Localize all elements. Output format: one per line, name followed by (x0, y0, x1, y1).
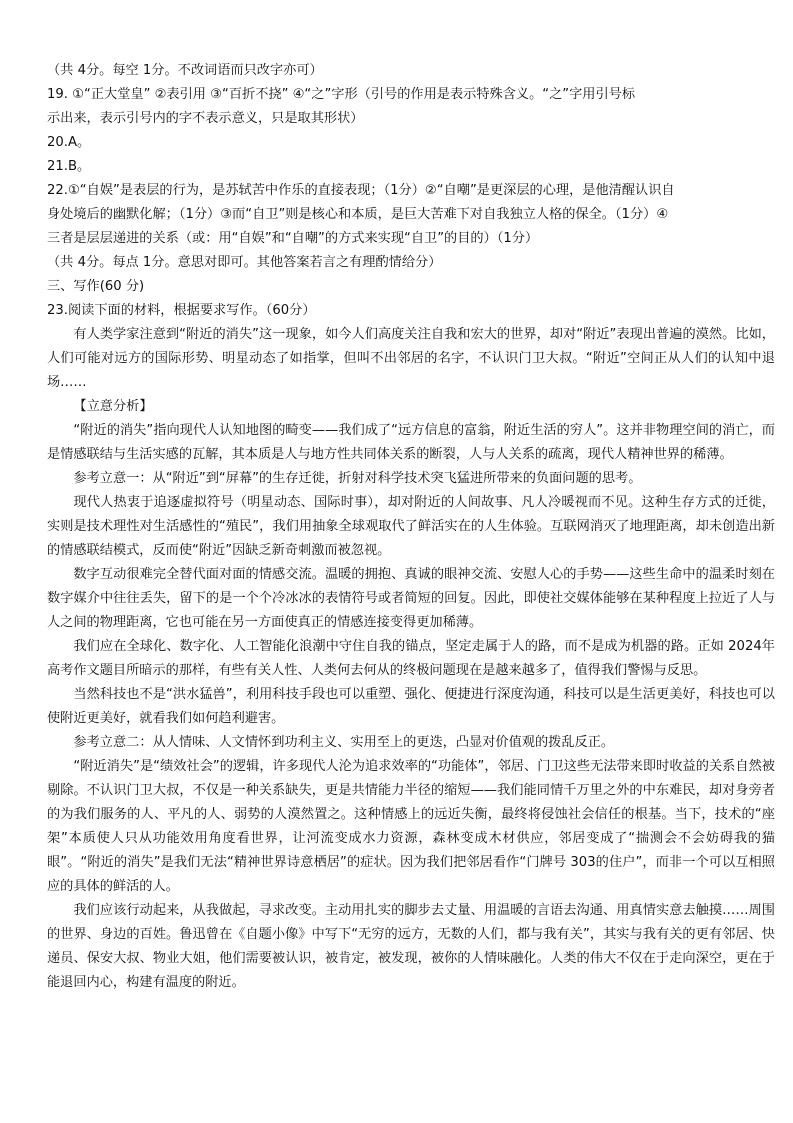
analysis-heading: 【立意分析】 (73, 399, 153, 414)
q20-answer: 20.A。 (47, 135, 91, 150)
q22-answer-line1: 22.①“自娱”是表层的行为，是苏轼苦中作乐的直接表现；（1分）②“自嘲”是更深层的心理，是他清醒认识自 (47, 183, 675, 198)
thesis-one-paragraph-4: 当然科技也不是“洪水猛兽”，利用科技手段也可以重塑、强化、便捷进行深度沟通，科技可以是生活更美好，科技也可以使附近更美好，就看我们如何趋利避害。 (47, 687, 775, 726)
q22-answer-line3: 三者是层层递进的关系（或：用“自娱”和“自嘲”的方式来实现“自卫”的目的）（1分） (47, 231, 539, 246)
q22-answer-line2: 身处境后的幽默化解；（1分）③而“自卫”则是核心和本质，是巨大苦难下对自我独立人格的保全。（1分）④ (47, 207, 669, 222)
thesis-one-paragraph-1: 现代人热衷于追逐虚拟符号（明星动态、国际时事），却对附近的人间故事、凡人冷暖视而不见。这种生存方式的迁徙，实则是技术理性对生活感性的“殖民”，我们用抽象全球观取代了鲜活实在的人生体验。互联网消灭了地理距离，却未创造出新的情感联结模式，反而使“附近”因缺乏新奇刺激而被忽视。 (47, 495, 775, 558)
thesis-one-paragraph-2: 数字互动很难完全替代面对面的情感交流。温暖的拥抱、真诚的眼神交流、安慰人心的手势——这些生命中的温柔时刻在数字媒介中往往丢失，留下的是一个个冷冰冰的表情符号或者简短的回复。因此，即使社交媒体能够在某种程度上拉近了人与人之间的物理距离，它也可能在另一方面使真正的情感连接变得更加稀薄。 (47, 567, 775, 630)
q22-score-note: （共 4分。每点 1分。意思对即可。其他答案若言之有理酌情给分） (47, 255, 442, 270)
thesis-one-heading: 参考立意一：从“附近”到“屏幕”的生存迁徙，折射对科学技术突飞猛进所带来的负面问题的思考。 (73, 471, 642, 486)
analysis-paragraph: “附近的消失”指向现代人认知地图的畸变——我们成了“远方信息的富翁，附近生活的穷人”。这并非物理空间的消亡，而是情感联结与生活实感的瓦解，其本质是人与地方性共同体关系的断裂，人与人关系的疏离，现代人精神世界的稀薄。 (47, 423, 775, 462)
document-body (47, 59, 775, 995)
q23-prompt: 23.阅读下面的材料，根据要求写作。（60分） (47, 303, 316, 318)
q19-answer-line1: 19. ①“正大堂皇” ②表引用 ③“百折不挠” ④“之”字形（引号的作用是表示特殊含义。“之”字用引号标 (47, 87, 636, 102)
q18-score-note: （共 4分。每空 1分。不改词语而只改字亦可） (47, 63, 323, 78)
thesis-two-heading: 参考立意二：从人情味、人文情怀到功利主义、实用至上的更迭，凸显对价值观的拨乱反正。 (73, 735, 615, 750)
section-writing-heading: 三、写作(60 分) (47, 279, 145, 294)
thesis-one-paragraph-3: 我们应在全球化、数字化、人工智能化浪潮中守住自我的锚点，坚定走属于人的路，而不是成为机器的路。正如 2024年高考作文题目所暗示的那样，有些有关人性、人类何去何从的终极问题现在是越来越多了，值得我们警惕与反思。 (47, 639, 775, 678)
material-paragraph: 有人类学家注意到“附近的消失”这一现象，如今人们高度关注自我和宏大的世界，却对“附近”表现出普遍的漠然。比如，人们可能对远方的国际形势、明星动态了如指掌，但叫不出邻居的名字，不认识门卫大叔。“附近”空间正从人们的认知中退场…… (47, 327, 775, 390)
thesis-two-paragraph-1: “附近消失”是“绩效社会”的逻辑，许多现代人沦为追求效率的“功能体”，邻居、门卫这些无法带来即时收益的关系自然被剔除。不认识门卫大叔，不仅是一种关系缺失，更是共情能力半径的缩短——我们能同情千万里之外的中东难民，却对身旁者的为我们服务的人、平凡的人、弱势的人漠然置之。这种情感上的远近失衡，最终将侵蚀社会信任的根基。当下，技术的“座架”本质使人只从功能效用角度看世界，让河流变成水力资源，森林变成木材供应，邻居变成了“揣测会不会妨碍我的猫眼”。“附近的消失”是我们无法“精神世界诗意栖居”的症状。因为我们把邻居看作“门牌号 303的住户”，而非一个可以互相照应的具体的鲜活的人。 (47, 759, 775, 894)
q21-answer: 21.B。 (47, 159, 91, 174)
q19-answer-line2: 示出来，表示引号内的字不表示意义，只是取其形状） (47, 111, 364, 126)
thesis-two-paragraph-2: 我们应该行动起来，从我做起，寻求改变。主动用扎实的脚步去丈量、用温暖的言语去沟通、用真情实意去触摸……周围的世界、身边的百姓。鲁迅曾在《自题小像》中写下“无穷的远方，无数的人们，都与我有关”，其实与我有关的更有邻居、快递员、保安大叔、物业大姐，他们需要被认识，被肯定，被发现，被你的人情味融化。人类的伟大不仅在于走向深空，更在于能退回内心，构建有温度的附近。 (47, 903, 775, 990)
